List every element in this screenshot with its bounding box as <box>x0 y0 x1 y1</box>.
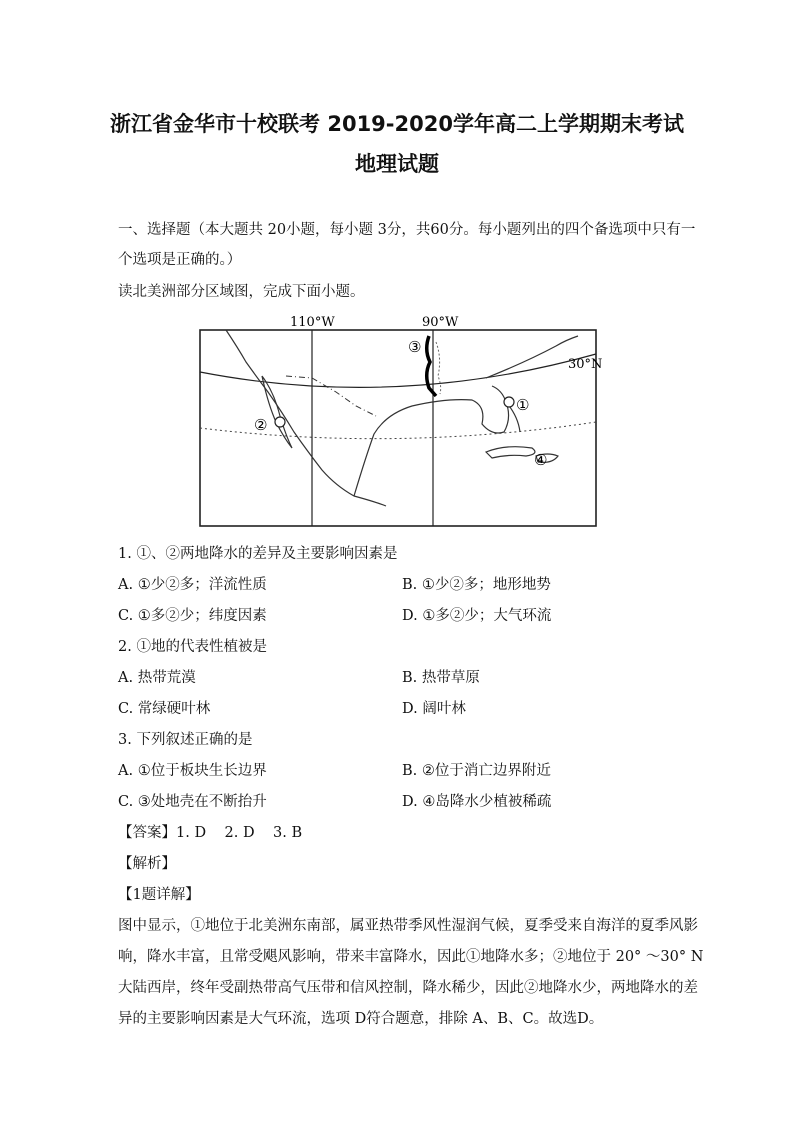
question-3-option-b: B. ②位于消亡边界附近 <box>402 763 551 779</box>
section-intro-line-2: 个选项是正确的。） <box>118 252 242 268</box>
analysis-label: 【解析】 <box>118 856 176 872</box>
label-110w: 110°W <box>290 315 335 330</box>
question-2-option-b: B. 热带草原 <box>402 670 480 686</box>
question-1-option-b: B. ①少②多；地形地势 <box>402 577 551 593</box>
answer-line: 【答案】1. D 2. D 3. B <box>118 825 303 841</box>
question-3-option-a: A. ①位于板块生长边界 <box>118 763 267 779</box>
point-2-circle <box>275 417 285 427</box>
question-2-stem: 2. ①地的代表性植被是 <box>118 639 267 655</box>
title-line-1: 浙江省金华市十校联考 2019-2020学年高二上学期期末考试 <box>110 112 684 136</box>
detail-line-2: 响，降水丰富，且常受飓风影响，带来丰富降水，因此①地降水多；②地位于 20° ～30° N <box>118 949 704 965</box>
label-marker-1: ① <box>516 396 530 414</box>
label-marker-2: ② <box>254 416 268 434</box>
question-1-option-d: D. ①多②少；大气环流 <box>402 608 552 624</box>
label-30n: 30°N <box>568 357 603 372</box>
label-marker-4: ④ <box>534 451 548 469</box>
question-2-option-c: C. 常绿硬叶林 <box>118 701 211 717</box>
question-3-option-c: C. ③处地壳在不断抬升 <box>118 794 267 810</box>
detail-label: 【1题详解】 <box>118 887 200 903</box>
point-1-circle <box>504 397 514 407</box>
label-marker-3: ③ <box>408 338 422 356</box>
label-90w: 90°W <box>422 315 459 330</box>
detail-line-3: 大陆西岸，终年受副热带高气压带和信风控制，降水稀少，因此②地降水少，两地降水的差 <box>118 980 698 996</box>
read-instruction: 读北美洲部分区域图，完成下面小题。 <box>118 284 365 300</box>
title-line-2: 地理试题 <box>355 152 439 176</box>
north-america-map <box>186 306 608 528</box>
question-2-option-a: A. 热带荒漠 <box>118 670 196 686</box>
question-1-stem: 1. ①、②两地降水的差异及主要影响因素是 <box>118 546 398 562</box>
detail-line-4: 异的主要影响因素是大气环流，选项 D符合题意，排除 A、B、C。故选D。 <box>118 1011 604 1027</box>
question-2-option-d: D. 阔叶林 <box>402 701 466 717</box>
section-intro-line-1: 一、选择题（本大题共 20小题，每小题 3分，共60分。每小题列出的四个备选项中只有一 <box>118 222 696 238</box>
question-3-option-d: D. ④岛降水少植被稀疏 <box>402 794 552 810</box>
question-1-option-c: C. ①多②少；纬度因素 <box>118 608 267 624</box>
detail-line-1: 图中显示，①地位于北美洲东南部，属亚热带季风性湿润气候，夏季受来自海洋的夏季风影 <box>118 918 698 934</box>
question-3-stem: 3. 下列叙述正确的是 <box>118 732 253 748</box>
question-1-option-a: A. ①少②多；洋流性质 <box>118 577 267 593</box>
